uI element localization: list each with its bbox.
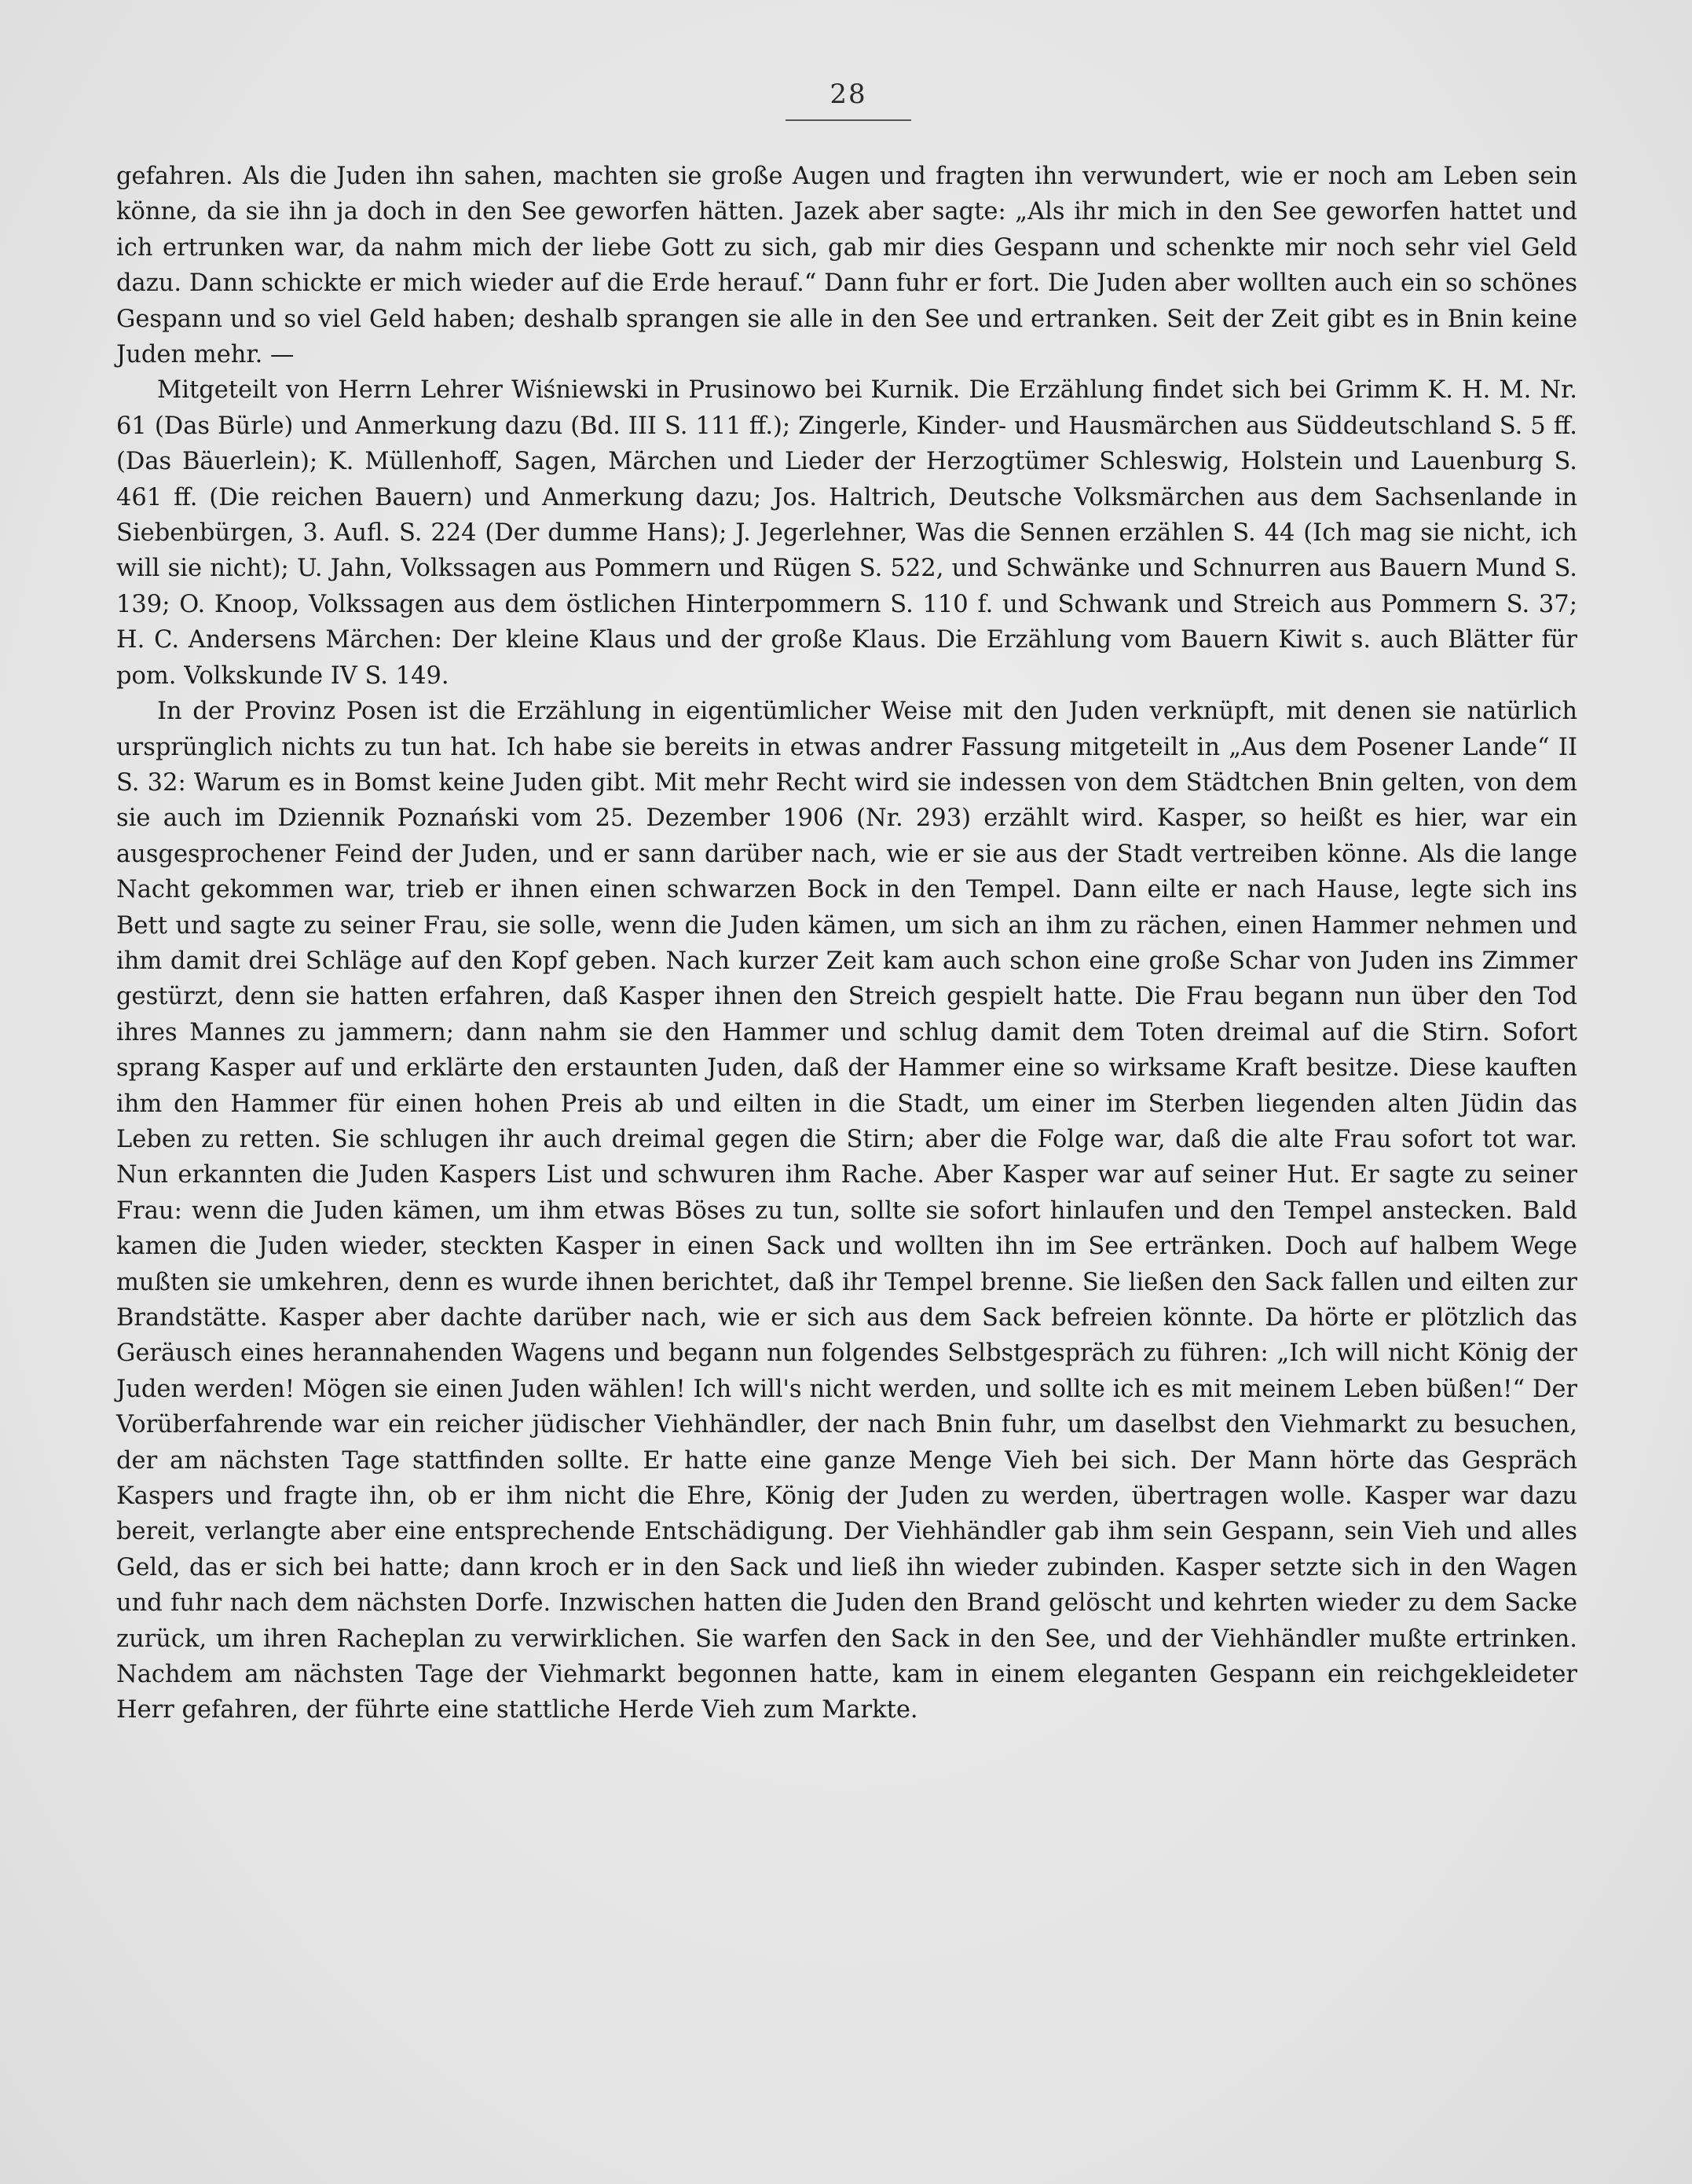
- body-text: [116, 159, 1577, 1728]
- page-number: 28: [830, 79, 867, 110]
- paragraph-posen-variant: In der Provinz Posen ist die Erzählung in eigentümlicher Weise mit den Juden verknüpft, mit denen sie natürlich ursprünglich nichts zu tun hat. Ich habe sie bereits in etwas andrer Fassung mitgeteilt in „Aus dem Posener Lande“ II S. 32: Warum es in Bomst keine Juden gibt. Mit mehr Recht wird sie indessen von dem Städtchen Bnin gelten, von dem sie auch im Dziennik Poznański vom 25. Dezember 1906 (Nr. 293) erzählt wird. Kasper, so heißt es hier, war ein ausgesprochener Feind der Juden, und er sann darüber nach, wie er sie aus der Stadt vertreiben könne. Als die lange Nacht gekommen war, trieb er ihnen einen schwarzen Bock in den Tempel. Dann eilte er nach Hause, legte sich ins Bett und sagte zu seiner Frau, sie solle, wenn die Juden kämen, um sich an ihm zu rächen, einen Hammer nehmen und ihm damit drei Schläge auf den Kopf geben. Nach kurzer Zeit kam auch schon eine große Schar von Juden ins Zimmer gestürzt, denn sie hatten erfahren, daß Kasper ihnen den Streich gespielt hatte. Die Frau begann nun über den Tod ihres Mannes zu jammern; dann nahm sie den Hammer und schlug damit dem Toten dreimal auf die Stirn. Sofort sprang Kasper auf und erklärte den erstaunten Juden, daß der Hammer eine so wirksame Kraft besitze. Diese kauften ihm den Hammer für einen hohen Preis ab und eilten in die Stadt, um einer im Sterben liegenden alten Jüdin das Leben zu retten. Sie schlugen ihr auch dreimal gegen die Stirn; aber die Folge war, daß die alte Frau sofort tot war. Nun erkannten die Juden Kaspers List und schwuren ihm Rache. Aber Kasper war auf seiner Hut. Er sagte zu seiner Frau: wenn die Juden kämen, um ihm etwas Böses zu tun, sollte sie sofort hinlaufen und den Tempel anstecken. Bald kamen die Juden wieder, steckten Kasper in einen Sack und wollten ihn im See ertränken. Doch auf halbem Wege mußten sie umkehren, denn es wurde ihnen berichtet, daß ihr Tempel brenne. Sie ließen den Sack fallen und eilten zur Brandstätte. Kasper aber dachte darüber nach, wie er sich aus dem Sack befreien könnte. Da hörte er plötzlich das Geräusch eines herannahenden Wagens und begann nun folgendes Selbstgespräch zu führen: „Ich will nicht König der Juden werden! Mögen sie einen Juden wählen! Ich will's nicht werden, und sollte ich es mit meinem Leben büßen!“ Der Vorüberfahrende war ein reicher jüdischer Viehhändler, der nach Bnin fuhr, um daselbst den Viehmarkt zu besuchen, der am nächsten Tage stattfinden sollte. Er hatte eine ganze Menge Vieh bei sich. Der Mann hörte das Gespräch Kaspers und fragte ihn, ob er ihm nicht die Ehre, König der Juden zu werden, übertragen wolle. Kasper war dazu bereit, verlangte aber eine entsprechende Entschädigung. Der Viehhändler gab ihm sein Gespann, sein Vieh und alles Geld, das er sich bei hatte; dann kroch er in den Sack und ließ ihn wieder zubinden. Kasper setzte sich in den Wagen und fuhr nach dem nächsten Dorfe. Inzwischen hatten die Juden den Brand gelöscht und kehrten wieder zu dem Sacke zurück, um ihren Racheplan zu verwirklichen. Sie warfen den Sack in den See, und der Viehhändler mußte ertrinken. Nachdem am nächsten Tage der Viehmarkt begonnen hatte, kam in einem eleganten Gespann ein reichgekleideter Herr gefahren, der führte eine stattliche Herde Vieh zum Markte.: [116, 698, 1577, 1724]
- paragraph-source-note: Mitgeteilt von Herrn Lehrer Wiśniewski in Prusinowo bei Kurnik. Die Erzählung findet sich bei Grimm K. H. M. Nr. 61 (Das Bürle) und Anmerkung dazu (Bd. III S. 111 ff.); Zingerle, Kinder- und Hausmärchen aus Süddeutschland S. 5 ff. (Das Bäuerlein); K. Müllenhoff, Sagen, Märchen und Lieder der Herzogtümer Schleswig, Holstein und Lauenburg S. 461 ff. (Die reichen Bauern) und Anmerkung dazu; Jos. Haltrich, Deutsche Volksmärchen aus dem Sachsenlande in Siebenbürgen, 3. Aufl. S. 224 (Der dumme Hans); J. Jegerlehner, Was die Sennen erzählen S. 44 (Ich mag sie nicht, ich will sie nicht); U. Jahn, Volkssagen aus Pommern und Rügen S. 522, und Schwänke und Schnurren aus Bauern Mund S. 139; O. Knoop, Volkssagen aus dem östlichen Hinterpommern S. 110 f. und Schwank und Streich aus Pommern S. 37; H. C. Andersens Märchen: Der kleine Klaus und der große Klaus. Die Erzählung vom Bauern Kiwit s. auch Blätter für pom. Volkskunde IV S. 149.: [116, 376, 1577, 690]
- paragraph-story-end: gefahren. Als die Juden ihn sahen, machten sie große Augen und fragten ihn verwundert, wie er noch am Leben sein könne, da sie ihn ja doch in den See geworfen hätten. Jazek aber sagte: „Als ihr mich in den See geworfen hattet und ich ertrunken war, da nahm mich der liebe Gott zu sich, gab mir dies Gespann und schenkte mir noch sehr viel Geld dazu. Dann schickte er mich wieder auf die Erde herauf.“ Dann fuhr er fort. Die Juden aber wollten auch ein so schönes Gespann und so viel Geld haben; deshalb sprangen sie alle in den See und ertranken. Seit der Zeit gibt es in Bnin keine Juden mehr. —: [116, 163, 1577, 369]
- page-number-rule: [786, 119, 911, 121]
